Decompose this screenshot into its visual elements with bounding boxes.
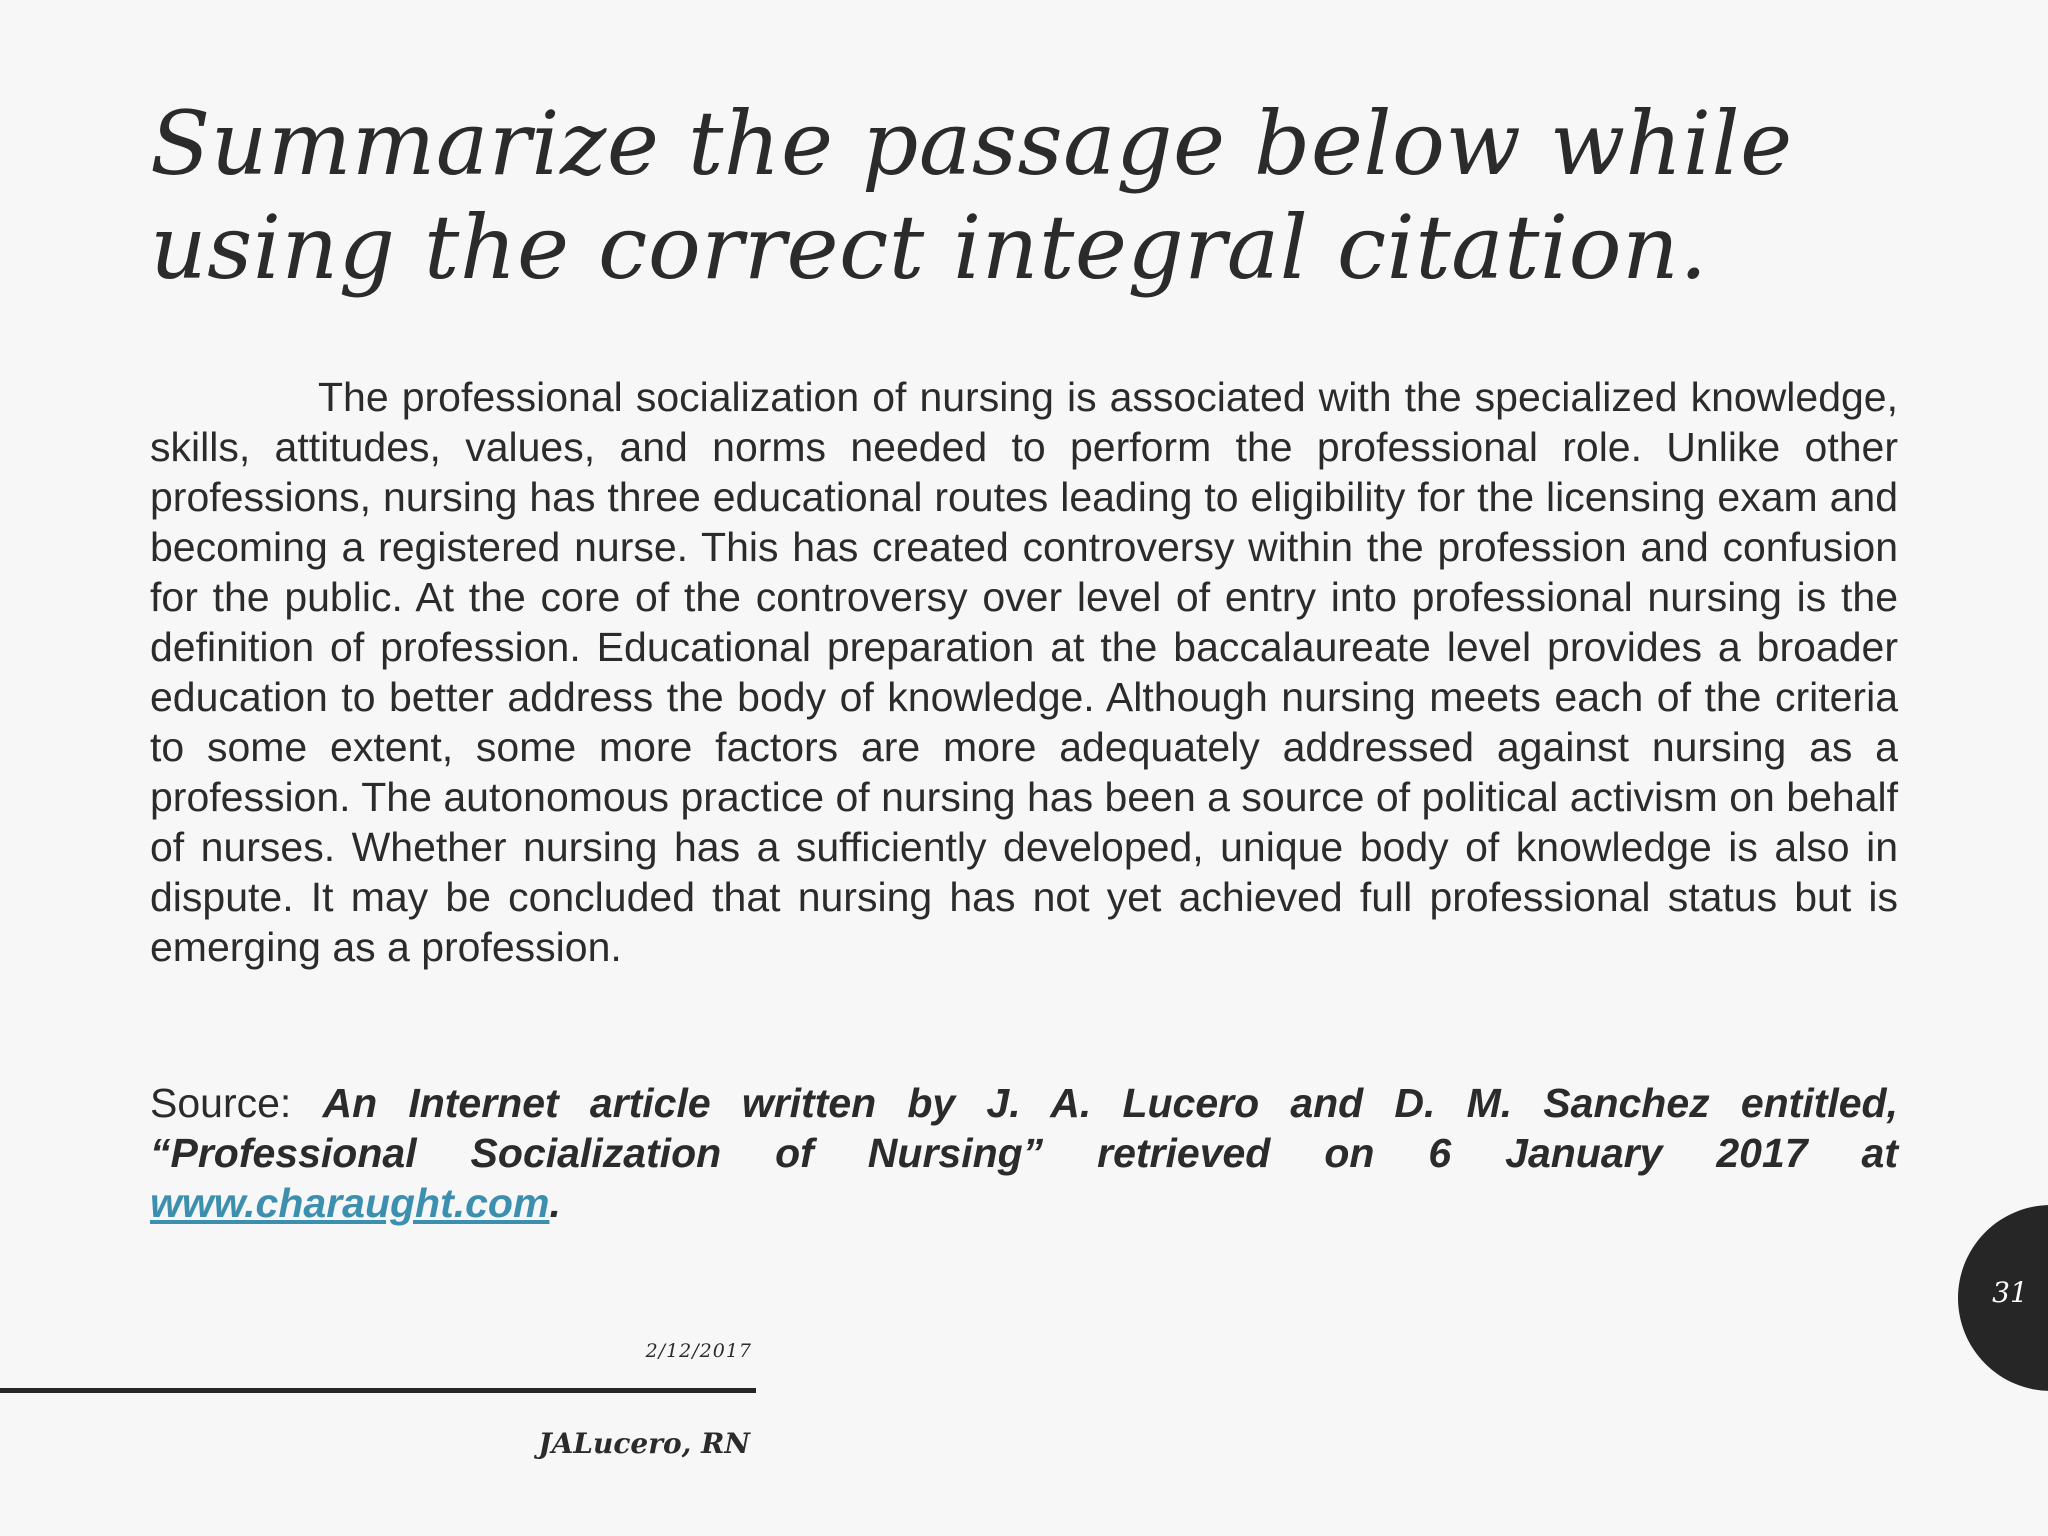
citation-body: An Internet article written by J. A. Lucero and D. M. Sanchez entitled, “Professional Socialization of Nursing” retrieved on 6 January 2017 at: [150, 1080, 1898, 1176]
footer-divider: [0, 1388, 756, 1393]
passage-text: The professional socialization of nursing is associated with the specialized knowledge, skills, attitudes, values, and norms needed to perform the professional role. Unlike other professions, nursing has three educational routes leading to eligibility for the licensing exam and becoming a registered nurse. This has created controversy within the profession and confusion for the public. At the core of the controversy over level of entry into professional nursing is the definition of profession. Educational preparation at the baccalaureate level provides a broader education to better address the body of knowledge. Although nursing meets each of the criteria to some extent, some more factors are more adequately addressed against nursing as a profession. The autonomous practice of nursing has been a source of political activism on behalf of nurses. Whether nursing has a sufficiently developed, unique body of knowledge is also in dispute. It may be concluded that nursing has not yet achieved full professional status but is emerging as a profession.: [150, 374, 1898, 970]
footer-author: JALucero, RN: [538, 1427, 750, 1460]
slide-title: Summarize the passage below while using the correct integral citation.: [150, 92, 1793, 299]
source-citation: [150, 1078, 1898, 1228]
page-number: 31: [1992, 1276, 2028, 1309]
source-link[interactable]: www.charaught.com: [150, 1180, 550, 1226]
source-label: Source:: [150, 1080, 323, 1126]
citation-text: [150, 1080, 1898, 1226]
footer-date: 2/12/2017: [645, 1340, 752, 1362]
citation-end: .: [549, 1180, 561, 1226]
